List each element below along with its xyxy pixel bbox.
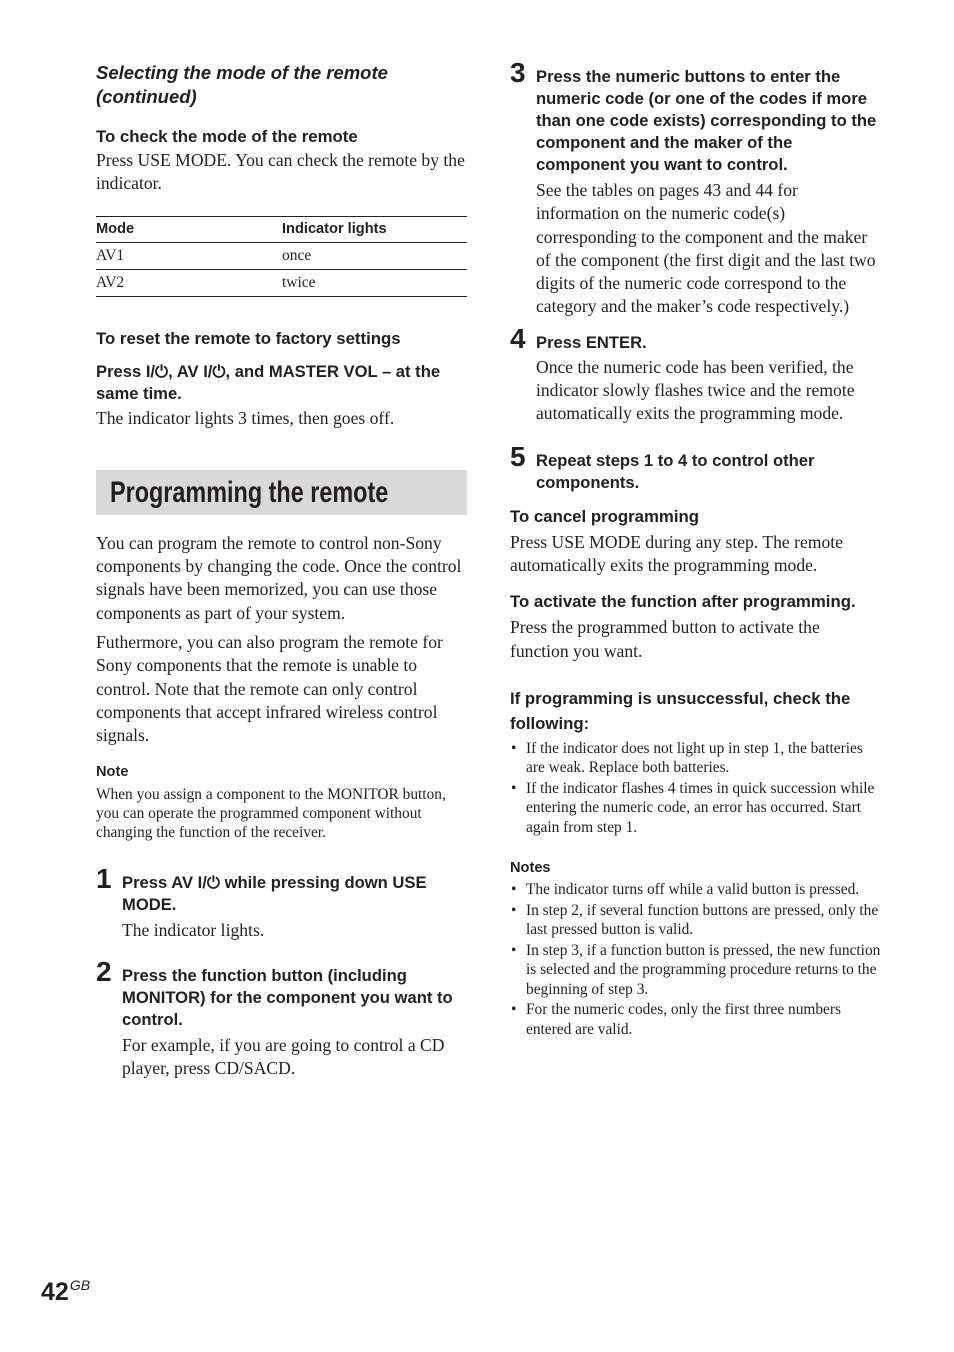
step-number: 4: [510, 322, 526, 354]
cancel-text: Press USE MODE during any step. The remote automatically exits the programming mode.: [510, 531, 843, 575]
step-instruction: Press the numeric buttons to enter the numeric code (or one of the codes if more than one code exists) corresponding to the component and the maker of the component you want to control.: [536, 67, 877, 174]
note-text: When you assign a component to the MONITOR button, you can operate the programmed component without changing the function of the receiver.: [96, 785, 446, 842]
section-title: Programming the remote: [110, 475, 389, 509]
mode-table-header: [96, 216, 467, 242]
step-number: 5: [510, 440, 526, 472]
step-4: [510, 322, 882, 426]
step-number: 2: [96, 955, 112, 987]
right-column: [510, 57, 882, 1040]
step-3: [510, 57, 882, 319]
unsuccessful-list: [510, 739, 882, 838]
bullet-icon: •: [511, 901, 517, 919]
list-item-text: If the indicator flashes 4 times in quick succession while entering the numeric code, an error has occurred. Start again from step 1.: [526, 779, 875, 836]
reset-text: The indicator lights 3 times, then goes off.: [96, 407, 395, 428]
step-text: The indicator lights.: [122, 920, 265, 941]
mode-table: [96, 216, 467, 297]
indicator-column-header: Indicator lights: [282, 216, 467, 242]
list-item: [510, 779, 882, 838]
step-text: Once the numeric code has been verified, the indicator slowly flashes twice and the remote automatically exits the programming mode.: [536, 356, 855, 424]
list-item-text: In step 2, if several function buttons are pressed, only the last pressed button is valid.: [526, 901, 879, 939]
list-item-text: For the numeric codes, only the first three numbers entered are valid.: [526, 1001, 841, 1038]
mode-cell: AV2: [96, 273, 125, 291]
bullet-icon: •: [511, 1001, 517, 1019]
indicator-cell: once: [282, 242, 467, 269]
cancel-heading: To cancel programming: [510, 506, 699, 526]
list-item: [510, 1000, 882, 1039]
bullet-icon: •: [511, 739, 517, 757]
check-mode-text: Press USE MODE. You can check the remote by the indicator.: [96, 150, 465, 194]
note-label: Note: [96, 763, 129, 780]
list-item: [510, 941, 882, 1000]
unsuccessful-heading: If programming is unsuccessful, check the following:: [510, 688, 851, 733]
activate-heading: To activate the function after programming.: [510, 592, 856, 612]
page-number-value: 42: [41, 1278, 69, 1306]
section-title-bar: [96, 470, 467, 515]
step-1: [96, 863, 467, 942]
step-number: 3: [510, 57, 526, 88]
table-row: [96, 269, 467, 296]
step-instruction: Press the function button (including MONITOR) for the component you want to control.: [122, 965, 453, 1029]
page-number-suffix: GB: [69, 1277, 91, 1293]
list-item-text: If the indicator does not light up in step 1, the batteries are weak. Replace both batteries.: [526, 739, 863, 777]
check-mode-heading: To check the mode of the remote: [96, 127, 358, 146]
table-row: [96, 242, 467, 269]
reset-instruction: Press I/⏻, AV I/⏻, and MASTER VOL – at the same time.: [96, 361, 441, 403]
left-column: [96, 60, 467, 1080]
bullet-icon: •: [511, 779, 517, 797]
indicator-cell: twice: [282, 273, 316, 291]
step-text: See the tables on pages 43 and 44 for information on the numeric code(s) corresponding to the component and the maker of the component (the first digit and the last two digits of the numeric code correspond to the category and the maker’s code respectively.): [536, 180, 876, 317]
mode-column-header: Mode: [96, 216, 282, 242]
notes-list: [510, 880, 882, 1039]
reset-heading: To reset the remote to factory settings: [96, 328, 401, 348]
bullet-icon: •: [511, 941, 517, 959]
bullet-icon: •: [511, 881, 517, 899]
step-number: 1: [96, 863, 112, 895]
continued-section-title: Selecting the mode of the remote (continued): [96, 62, 388, 107]
step-instruction: Press ENTER.: [536, 332, 647, 352]
list-item-text: The indicator turns off while a valid button is pressed.: [526, 881, 860, 899]
list-item: [510, 880, 882, 900]
step-2: [96, 955, 467, 1081]
intro-paragraph: Futhermore, you can also program the remote for Sony components that the remote is unable to control. Note that the remote can only control components that accept infrared wireless control signals.: [96, 632, 443, 746]
list-item: [510, 901, 882, 940]
list-item-text: In step 3, if a function button is pressed, the new function is selected and the programming procedure returns to the beginning of step 3.: [526, 941, 881, 998]
step-5: [510, 440, 882, 494]
intro-paragraph: You can program the remote to control non-Sony components by changing the code. Once the control signals have been memorized, you can use those components as part of your system.: [96, 532, 462, 623]
step-instruction: Press AV I/⏻ while pressing down USE MODE.: [122, 873, 427, 915]
mode-cell: AV1: [96, 242, 282, 269]
step-instruction: Repeat steps 1 to 4 to control other components.: [536, 450, 815, 492]
list-item: [510, 739, 882, 778]
notes-label: Notes: [510, 860, 551, 877]
page-number: [41, 1268, 90, 1309]
step-text: For example, if you are going to control a CD player, press CD/SACD.: [122, 1034, 445, 1079]
activate-text: Press the programmed button to activate the function you want.: [510, 617, 820, 661]
